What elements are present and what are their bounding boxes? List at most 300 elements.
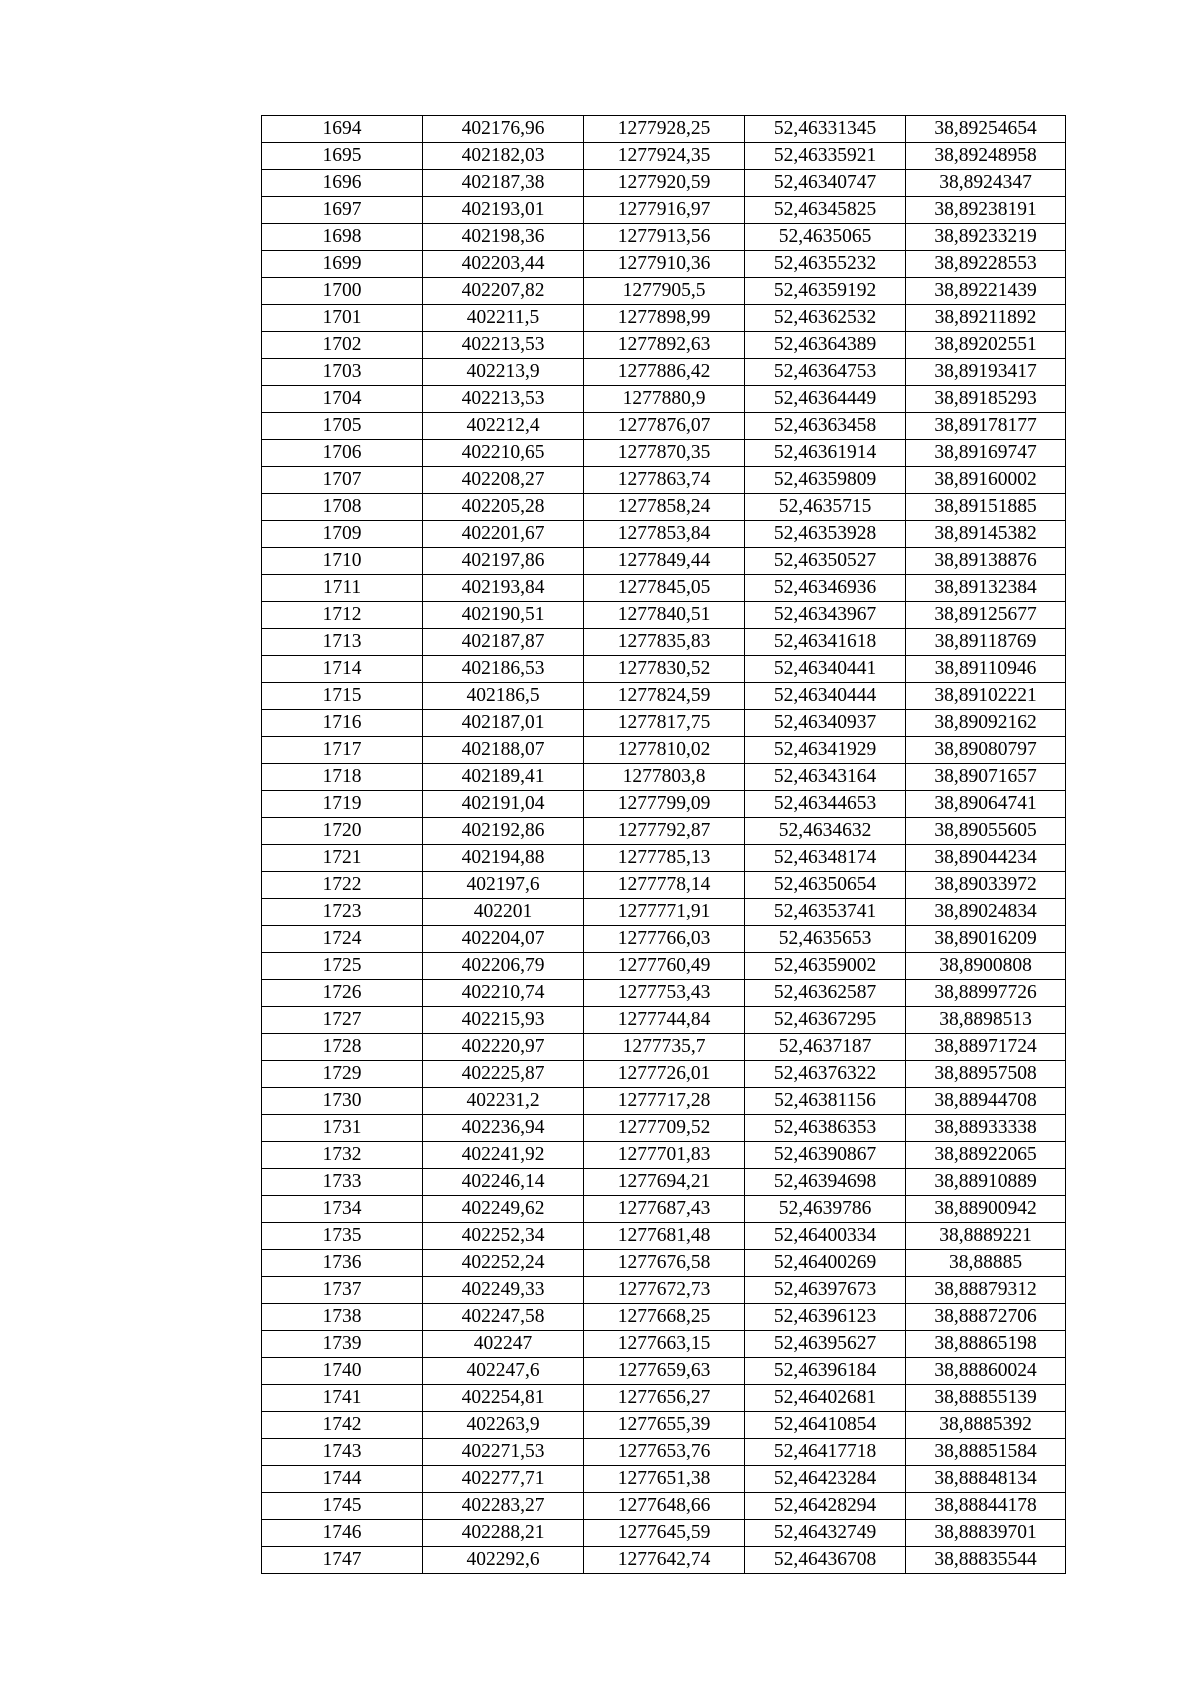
latitude-cell: 52,46400334 [745,1223,906,1250]
point-number-cell: 1699 [262,251,423,278]
table-row [262,332,1066,359]
y-coordinate-cell: 1277916,97 [584,197,745,224]
latitude-cell: 52,46331345 [745,116,906,143]
y-coordinate-cell: 1277876,07 [584,413,745,440]
y-coordinate-cell: 1277648,66 [584,1493,745,1520]
table-row [262,1142,1066,1169]
y-coordinate-cell: 1277701,83 [584,1142,745,1169]
latitude-cell: 52,46428294 [745,1493,906,1520]
point-number-cell: 1697 [262,197,423,224]
point-number-cell: 1742 [262,1412,423,1439]
point-number-cell: 1746 [262,1520,423,1547]
latitude-cell: 52,46359002 [745,953,906,980]
table-row [262,1169,1066,1196]
point-number-cell: 1719 [262,791,423,818]
point-number-cell: 1710 [262,548,423,575]
x-coordinate-cell: 402204,07 [423,926,584,953]
longitude-cell: 38,89238191 [906,197,1066,224]
x-coordinate-cell: 402247 [423,1331,584,1358]
table-row [262,251,1066,278]
longitude-cell: 38,89016209 [906,926,1066,953]
latitude-cell: 52,46395627 [745,1331,906,1358]
latitude-cell: 52,46345825 [745,197,906,224]
table-row [262,1250,1066,1277]
table-row [262,1088,1066,1115]
x-coordinate-cell: 402186,5 [423,683,584,710]
point-number-cell: 1714 [262,656,423,683]
y-coordinate-cell: 1277803,8 [584,764,745,791]
y-coordinate-cell: 1277642,74 [584,1547,745,1574]
longitude-cell: 38,88944708 [906,1088,1066,1115]
table-row [262,1115,1066,1142]
table-row [262,602,1066,629]
y-coordinate-cell: 1277849,44 [584,548,745,575]
x-coordinate-cell: 402263,9 [423,1412,584,1439]
x-coordinate-cell: 402187,87 [423,629,584,656]
x-coordinate-cell: 402206,79 [423,953,584,980]
longitude-cell: 38,89071657 [906,764,1066,791]
x-coordinate-cell: 402241,92 [423,1142,584,1169]
table-row [262,1466,1066,1493]
y-coordinate-cell: 1277928,25 [584,116,745,143]
y-coordinate-cell: 1277659,63 [584,1358,745,1385]
latitude-cell: 52,4635065 [745,224,906,251]
x-coordinate-cell: 402182,03 [423,143,584,170]
y-coordinate-cell: 1277886,42 [584,359,745,386]
x-coordinate-cell: 402246,14 [423,1169,584,1196]
y-coordinate-cell: 1277681,48 [584,1223,745,1250]
point-number-cell: 1747 [262,1547,423,1574]
table-row [262,1007,1066,1034]
longitude-cell: 38,88997726 [906,980,1066,1007]
table-row [262,170,1066,197]
latitude-cell: 52,46410854 [745,1412,906,1439]
latitude-cell: 52,46396184 [745,1358,906,1385]
table-row [262,494,1066,521]
latitude-cell: 52,46417718 [745,1439,906,1466]
x-coordinate-cell: 402210,74 [423,980,584,1007]
latitude-cell: 52,46350654 [745,872,906,899]
table-row [262,1547,1066,1574]
latitude-cell: 52,46362587 [745,980,906,1007]
latitude-cell: 52,46353741 [745,899,906,926]
y-coordinate-cell: 1277694,21 [584,1169,745,1196]
table-row [262,818,1066,845]
latitude-cell: 52,46386353 [745,1115,906,1142]
longitude-cell: 38,89055605 [906,818,1066,845]
table-row [262,1412,1066,1439]
longitude-cell: 38,89138876 [906,548,1066,575]
y-coordinate-cell: 1277760,49 [584,953,745,980]
x-coordinate-cell: 402236,94 [423,1115,584,1142]
longitude-cell: 38,89185293 [906,386,1066,413]
point-number-cell: 1734 [262,1196,423,1223]
longitude-cell: 38,88957508 [906,1061,1066,1088]
x-coordinate-cell: 402231,2 [423,1088,584,1115]
table-row [262,1439,1066,1466]
point-number-cell: 1709 [262,521,423,548]
table-row [262,440,1066,467]
x-coordinate-cell: 402247,58 [423,1304,584,1331]
x-coordinate-cell: 402225,87 [423,1061,584,1088]
latitude-cell: 52,46343967 [745,602,906,629]
y-coordinate-cell: 1277924,35 [584,143,745,170]
table-row [262,1493,1066,1520]
table-row [262,683,1066,710]
x-coordinate-cell: 402187,38 [423,170,584,197]
y-coordinate-cell: 1277656,27 [584,1385,745,1412]
y-coordinate-cell: 1277824,59 [584,683,745,710]
longitude-cell: 38,88839701 [906,1520,1066,1547]
y-coordinate-cell: 1277898,99 [584,305,745,332]
point-number-cell: 1745 [262,1493,423,1520]
latitude-cell: 52,46390867 [745,1142,906,1169]
longitude-cell: 38,89145382 [906,521,1066,548]
x-coordinate-cell: 402188,07 [423,737,584,764]
table-row [262,305,1066,332]
point-number-cell: 1701 [262,305,423,332]
table-row [262,737,1066,764]
point-number-cell: 1738 [262,1304,423,1331]
longitude-cell: 38,89211892 [906,305,1066,332]
point-number-cell: 1733 [262,1169,423,1196]
longitude-cell: 38,88855139 [906,1385,1066,1412]
table-row [262,1277,1066,1304]
point-number-cell: 1743 [262,1439,423,1466]
longitude-cell: 38,88885 [906,1250,1066,1277]
x-coordinate-cell: 402197,6 [423,872,584,899]
table-row [262,1061,1066,1088]
longitude-cell: 38,89248958 [906,143,1066,170]
longitude-cell: 38,88844178 [906,1493,1066,1520]
y-coordinate-cell: 1277810,02 [584,737,745,764]
point-number-cell: 1717 [262,737,423,764]
longitude-cell: 38,89202551 [906,332,1066,359]
table-row [262,1358,1066,1385]
point-number-cell: 1728 [262,1034,423,1061]
table-row [262,1223,1066,1250]
x-coordinate-cell: 402201 [423,899,584,926]
latitude-cell: 52,46394698 [745,1169,906,1196]
latitude-cell: 52,46397673 [745,1277,906,1304]
x-coordinate-cell: 402190,51 [423,602,584,629]
longitude-cell: 38,8900808 [906,953,1066,980]
table-row [262,1304,1066,1331]
point-number-cell: 1732 [262,1142,423,1169]
latitude-cell: 52,46341929 [745,737,906,764]
latitude-cell: 52,46432749 [745,1520,906,1547]
table-row [262,656,1066,683]
latitude-cell: 52,46402681 [745,1385,906,1412]
y-coordinate-cell: 1277672,73 [584,1277,745,1304]
latitude-cell: 52,46335921 [745,143,906,170]
x-coordinate-cell: 402205,28 [423,494,584,521]
x-coordinate-cell: 402213,9 [423,359,584,386]
x-coordinate-cell: 402271,53 [423,1439,584,1466]
latitude-cell: 52,46340747 [745,170,906,197]
latitude-cell: 52,46343164 [745,764,906,791]
longitude-cell: 38,89254654 [906,116,1066,143]
y-coordinate-cell: 1277913,56 [584,224,745,251]
point-number-cell: 1706 [262,440,423,467]
table-row [262,278,1066,305]
latitude-cell: 52,46423284 [745,1466,906,1493]
longitude-cell: 38,88922065 [906,1142,1066,1169]
y-coordinate-cell: 1277858,24 [584,494,745,521]
latitude-cell: 52,46396123 [745,1304,906,1331]
latitude-cell: 52,46363458 [745,413,906,440]
point-number-cell: 1721 [262,845,423,872]
y-coordinate-cell: 1277853,84 [584,521,745,548]
x-coordinate-cell: 402208,27 [423,467,584,494]
point-number-cell: 1702 [262,332,423,359]
longitude-cell: 38,88933338 [906,1115,1066,1142]
x-coordinate-cell: 402198,36 [423,224,584,251]
latitude-cell: 52,4635715 [745,494,906,521]
table-row [262,116,1066,143]
latitude-cell: 52,46364389 [745,332,906,359]
longitude-cell: 38,89125677 [906,602,1066,629]
point-number-cell: 1698 [262,224,423,251]
y-coordinate-cell: 1277910,36 [584,251,745,278]
y-coordinate-cell: 1277835,83 [584,629,745,656]
table-row [262,1331,1066,1358]
y-coordinate-cell: 1277687,43 [584,1196,745,1223]
latitude-cell: 52,46359192 [745,278,906,305]
latitude-cell: 52,46400269 [745,1250,906,1277]
point-number-cell: 1725 [262,953,423,980]
latitude-cell: 52,46376322 [745,1061,906,1088]
table-row [262,548,1066,575]
table-row [262,386,1066,413]
coordinates-table [261,115,1066,1574]
latitude-cell: 52,46436708 [745,1547,906,1574]
y-coordinate-cell: 1277863,74 [584,467,745,494]
table-row [262,575,1066,602]
longitude-cell: 38,89151885 [906,494,1066,521]
y-coordinate-cell: 1277735,7 [584,1034,745,1061]
longitude-cell: 38,89228553 [906,251,1066,278]
x-coordinate-cell: 402212,4 [423,413,584,440]
x-coordinate-cell: 402220,97 [423,1034,584,1061]
y-coordinate-cell: 1277766,03 [584,926,745,953]
longitude-cell: 38,88835544 [906,1547,1066,1574]
table-row [262,791,1066,818]
x-coordinate-cell: 402283,27 [423,1493,584,1520]
point-number-cell: 1735 [262,1223,423,1250]
longitude-cell: 38,88865198 [906,1331,1066,1358]
x-coordinate-cell: 402192,86 [423,818,584,845]
latitude-cell: 52,46340441 [745,656,906,683]
longitude-cell: 38,89080797 [906,737,1066,764]
x-coordinate-cell: 402277,71 [423,1466,584,1493]
point-number-cell: 1715 [262,683,423,710]
latitude-cell: 52,4637187 [745,1034,906,1061]
table-row [262,143,1066,170]
x-coordinate-cell: 402201,67 [423,521,584,548]
x-coordinate-cell: 402176,96 [423,116,584,143]
point-number-cell: 1712 [262,602,423,629]
y-coordinate-cell: 1277726,01 [584,1061,745,1088]
x-coordinate-cell: 402252,24 [423,1250,584,1277]
table-row [262,1196,1066,1223]
table-row [262,1034,1066,1061]
latitude-cell: 52,46364753 [745,359,906,386]
y-coordinate-cell: 1277744,84 [584,1007,745,1034]
latitude-cell: 52,4639786 [745,1196,906,1223]
point-number-cell: 1730 [262,1088,423,1115]
point-number-cell: 1729 [262,1061,423,1088]
latitude-cell: 52,46359809 [745,467,906,494]
longitude-cell: 38,89193417 [906,359,1066,386]
y-coordinate-cell: 1277880,9 [584,386,745,413]
longitude-cell: 38,88879312 [906,1277,1066,1304]
point-number-cell: 1727 [262,1007,423,1034]
x-coordinate-cell: 402249,62 [423,1196,584,1223]
latitude-cell: 52,46340937 [745,710,906,737]
longitude-cell: 38,88900942 [906,1196,1066,1223]
longitude-cell: 38,89233219 [906,224,1066,251]
x-coordinate-cell: 402215,93 [423,1007,584,1034]
y-coordinate-cell: 1277785,13 [584,845,745,872]
longitude-cell: 38,89160002 [906,467,1066,494]
y-coordinate-cell: 1277771,91 [584,899,745,926]
longitude-cell: 38,88910889 [906,1169,1066,1196]
point-number-cell: 1716 [262,710,423,737]
table-row [262,764,1066,791]
longitude-cell: 38,8898513 [906,1007,1066,1034]
point-number-cell: 1744 [262,1466,423,1493]
y-coordinate-cell: 1277778,14 [584,872,745,899]
point-number-cell: 1731 [262,1115,423,1142]
point-number-cell: 1740 [262,1358,423,1385]
y-coordinate-cell: 1277920,59 [584,170,745,197]
y-coordinate-cell: 1277870,35 [584,440,745,467]
x-coordinate-cell: 402249,33 [423,1277,584,1304]
y-coordinate-cell: 1277717,28 [584,1088,745,1115]
table-row [262,467,1066,494]
latitude-cell: 52,46346936 [745,575,906,602]
x-coordinate-cell: 402186,53 [423,656,584,683]
point-number-cell: 1707 [262,467,423,494]
point-number-cell: 1705 [262,413,423,440]
longitude-cell: 38,88851584 [906,1439,1066,1466]
latitude-cell: 52,46350527 [745,548,906,575]
y-coordinate-cell: 1277892,63 [584,332,745,359]
table-row [262,359,1066,386]
table-row [262,629,1066,656]
table-row [262,1385,1066,1412]
table-row [262,980,1066,1007]
y-coordinate-cell: 1277651,38 [584,1466,745,1493]
latitude-cell: 52,46381156 [745,1088,906,1115]
point-number-cell: 1726 [262,980,423,1007]
x-coordinate-cell: 402193,01 [423,197,584,224]
longitude-cell: 38,89221439 [906,278,1066,305]
table-row [262,1520,1066,1547]
y-coordinate-cell: 1277905,5 [584,278,745,305]
longitude-cell: 38,89064741 [906,791,1066,818]
point-number-cell: 1703 [262,359,423,386]
point-number-cell: 1711 [262,575,423,602]
latitude-cell: 52,46362532 [745,305,906,332]
y-coordinate-cell: 1277709,52 [584,1115,745,1142]
table-row [262,926,1066,953]
x-coordinate-cell: 402210,65 [423,440,584,467]
longitude-cell: 38,89044234 [906,845,1066,872]
table-row [262,845,1066,872]
point-number-cell: 1700 [262,278,423,305]
y-coordinate-cell: 1277668,25 [584,1304,745,1331]
longitude-cell: 38,8924347 [906,170,1066,197]
y-coordinate-cell: 1277845,05 [584,575,745,602]
longitude-cell: 38,89110946 [906,656,1066,683]
latitude-cell: 52,46367295 [745,1007,906,1034]
table-row [262,872,1066,899]
longitude-cell: 38,89033972 [906,872,1066,899]
point-number-cell: 1720 [262,818,423,845]
y-coordinate-cell: 1277830,52 [584,656,745,683]
latitude-cell: 52,46355232 [745,251,906,278]
x-coordinate-cell: 402189,41 [423,764,584,791]
latitude-cell: 52,46344653 [745,791,906,818]
longitude-cell: 38,89118769 [906,629,1066,656]
point-number-cell: 1741 [262,1385,423,1412]
x-coordinate-cell: 402211,5 [423,305,584,332]
point-number-cell: 1708 [262,494,423,521]
point-number-cell: 1722 [262,872,423,899]
latitude-cell: 52,46353928 [745,521,906,548]
point-number-cell: 1713 [262,629,423,656]
y-coordinate-cell: 1277799,09 [584,791,745,818]
point-number-cell: 1704 [262,386,423,413]
latitude-cell: 52,46340444 [745,683,906,710]
longitude-cell: 38,88971724 [906,1034,1066,1061]
latitude-cell: 52,46361914 [745,440,906,467]
y-coordinate-cell: 1277663,15 [584,1331,745,1358]
y-coordinate-cell: 1277753,43 [584,980,745,1007]
longitude-cell: 38,89178177 [906,413,1066,440]
x-coordinate-cell: 402213,53 [423,332,584,359]
x-coordinate-cell: 402193,84 [423,575,584,602]
latitude-cell: 52,46348174 [745,845,906,872]
table-row [262,953,1066,980]
point-number-cell: 1695 [262,143,423,170]
longitude-cell: 38,89169747 [906,440,1066,467]
longitude-cell: 38,8889221 [906,1223,1066,1250]
table-row [262,710,1066,737]
longitude-cell: 38,89102221 [906,683,1066,710]
x-coordinate-cell: 402207,82 [423,278,584,305]
longitude-cell: 38,89024834 [906,899,1066,926]
point-number-cell: 1737 [262,1277,423,1304]
table-row [262,224,1066,251]
y-coordinate-cell: 1277817,75 [584,710,745,737]
x-coordinate-cell: 402213,53 [423,386,584,413]
y-coordinate-cell: 1277645,59 [584,1520,745,1547]
x-coordinate-cell: 402252,34 [423,1223,584,1250]
y-coordinate-cell: 1277792,87 [584,818,745,845]
coordinates-table-body [262,116,1066,1574]
x-coordinate-cell: 402191,04 [423,791,584,818]
point-number-cell: 1718 [262,764,423,791]
x-coordinate-cell: 402194,88 [423,845,584,872]
longitude-cell: 38,89132384 [906,575,1066,602]
table-row [262,899,1066,926]
table-row [262,197,1066,224]
latitude-cell: 52,46364449 [745,386,906,413]
y-coordinate-cell: 1277676,58 [584,1250,745,1277]
